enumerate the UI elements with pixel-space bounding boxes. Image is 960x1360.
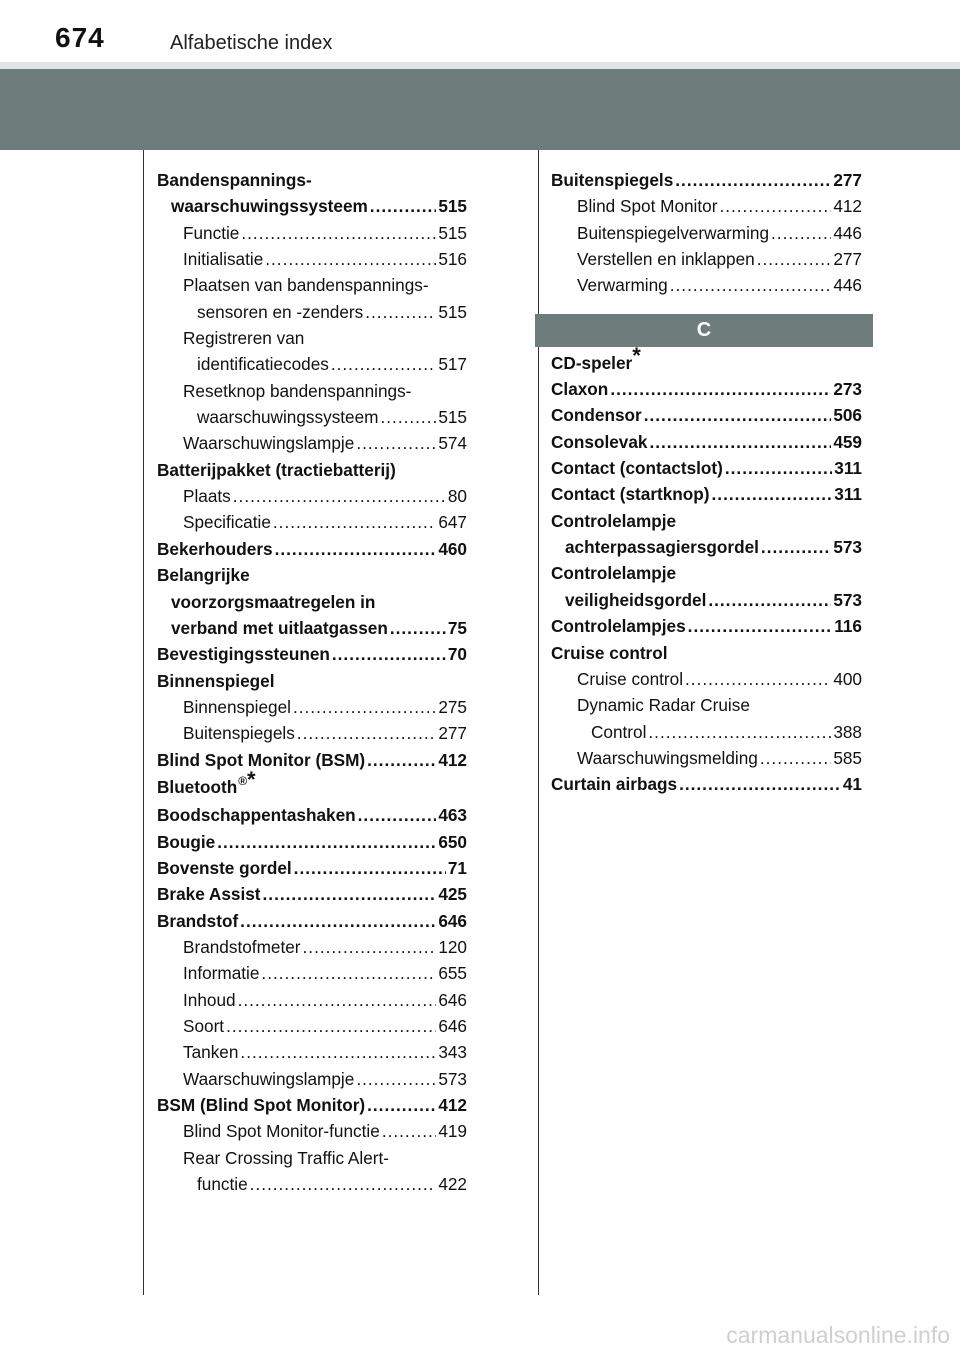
index-entry-text: waarschuwingssysteem [171,196,368,217]
index-entry [157,908,467,934]
dot-leader [719,193,831,219]
dot-leader [381,404,437,430]
index-page-ref: 116 [834,616,862,637]
dot-leader [356,1066,436,1092]
index-entry-text: Contact (startknop) [551,484,710,505]
dot-leader [217,829,436,855]
index-entry [551,587,862,613]
index-entry [157,829,467,855]
index-page-ref: 506 [833,405,862,426]
index-page-ref: 80 [447,486,467,507]
column-rule-left [143,150,144,1295]
dot-leader [644,402,832,428]
dot-leader [760,745,831,771]
index-entry [551,402,862,428]
dot-leader [294,855,446,881]
header-divider [0,62,960,69]
index-entry-text: Bluetooth [157,776,238,797]
index-entry [157,246,467,272]
index-entry [157,457,467,483]
index-page-ref: 277 [833,170,862,190]
index-entry [157,404,467,430]
index-entry-text: Consolevak [551,431,648,452]
index-entry [157,1171,467,1197]
index-column-left [157,167,467,1197]
dot-leader [725,455,832,481]
index-page-ref: 400 [833,668,862,689]
index-entry [157,1013,467,1039]
index-page-ref: 517 [438,354,467,375]
dot-leader [771,220,831,246]
dot-leader [757,246,832,272]
dot-leader [390,615,446,641]
dot-leader [688,613,833,639]
dot-leader [685,666,831,692]
dot-leader [761,534,831,560]
index-page-ref: 650 [438,831,467,852]
index-page-ref: 71 [447,857,467,878]
dot-leader [610,376,831,402]
index-entry [157,747,467,773]
index-entry [157,272,467,298]
index-entry-text: BSM (Blind Spot Monitor) [157,1095,366,1116]
index-entry [551,613,862,639]
index-entry-text: voorzorgsmaatregelen in [171,591,376,612]
index-entry-text: Blind Spot Monitor-functie [183,1121,380,1142]
index-column-right [551,167,862,798]
index-entry [157,509,467,535]
dot-leader [261,960,436,986]
index-entry-text: Buitenspiegelverwarming [577,222,770,243]
index-entry-text: Resetknop bandenspannings- [183,380,412,401]
index-entry [551,666,862,692]
index-entry-text: Rear Crossing Traffic Alert- [183,1147,389,1168]
index-entry-text: veiligheidsgordel [565,589,707,610]
index-entry [157,668,467,694]
index-page-ref: 343 [438,1042,467,1063]
index-entry-text: Plaats [183,486,231,507]
index-page-ref: 460 [438,538,467,559]
index-entry [551,246,862,272]
index-entry [157,378,467,404]
index-entry-text: Plaatsen van bandenspannings- [183,275,429,296]
registered-mark: ® [238,773,248,788]
index-entry-text: Claxon [551,379,609,400]
index-page-ref: 573 [833,589,862,610]
index-entry [157,351,467,377]
index-entry-text: Contact (contactslot) [551,458,723,479]
dot-leader [297,720,437,746]
index-entry [157,220,467,246]
index-page-ref: 425 [438,884,467,905]
dot-leader [241,220,436,246]
index-entry [551,167,862,193]
index-entry [157,483,467,509]
index-entry [157,641,467,667]
index-page-ref: 516 [438,249,467,270]
index-entry-text: Buitenspiegels [551,170,674,190]
index-page-ref: 647 [438,512,467,533]
index-page-ref: 446 [833,275,862,296]
index-page-ref: 459 [833,431,862,452]
index-page-ref: 646 [438,989,467,1010]
dot-leader [240,908,436,934]
index-entry [157,299,467,325]
index-entry [157,694,467,720]
index-entry [551,376,862,402]
dot-leader [265,246,436,272]
page-number: 674 [55,22,105,53]
index-page-ref: 573 [438,1068,467,1089]
index-page-ref: 515 [438,407,467,428]
index-entry [157,960,467,986]
index-entry-text: Tanken [183,1042,239,1063]
watermark: carmanualsonline.info [726,1322,950,1348]
index-page-ref: 419 [438,1121,467,1142]
index-entry [551,481,862,507]
index-entry [157,325,467,351]
index-entry [551,719,862,745]
index-group-c [551,342,862,798]
index-entry-text: Bandenspannings- [157,170,312,190]
dot-leader [367,1092,436,1118]
index-entry-text: Waarschuwingsmelding [577,747,758,768]
index-page-ref: 422 [438,1174,467,1195]
index-page-ref: 273 [833,379,862,400]
index-entry-text: waarschuwingssysteem [197,407,379,428]
index-page-ref: 120 [438,936,467,957]
index-page-ref: 646 [438,910,467,931]
index-entry-text: Cruise control [551,642,668,663]
dot-leader [648,719,831,745]
index-entry-text: Verstellen en inklappen [577,249,755,270]
index-entry [551,771,862,797]
index-page-ref: 311 [834,484,862,505]
index-entry [157,167,467,193]
index-entry-text: Soort [183,1016,225,1036]
index-entry-text: Waarschuwingslampje [183,433,355,454]
index-entry-text: functie [197,1174,248,1195]
index-entry-text: Specificatie [183,512,271,533]
index-page-ref: 515 [438,222,467,243]
index-entry-text: sensoren en -zenders [197,301,364,322]
dot-leader [240,1039,436,1065]
index-entry [551,342,862,376]
index-entry [551,508,862,534]
index-entry-text: Initialisatie [183,249,264,270]
index-entry-text: Bevestigingssteunen [157,644,330,665]
dot-leader [712,481,833,507]
index-entry-text: identificatiecodes [197,354,329,375]
index-page-ref: 412 [438,1095,467,1116]
index-entry [157,855,467,881]
index-entry-text: achterpassagiersgordel [565,537,759,558]
index-page-ref: 573 [833,537,862,558]
index-entry-text: Brake Assist [157,884,261,905]
index-entry-text: Controlelampjes [551,616,686,637]
index-entry [551,193,862,219]
index-page-ref: 311 [834,458,862,479]
dot-leader [250,1171,437,1197]
dot-leader [382,1118,437,1144]
index-entry-text: Bovenste gordel [157,857,292,878]
index-entry-text: Functie [183,222,240,243]
dot-leader [356,430,436,456]
dot-leader [675,167,831,193]
footnote-star: * [247,766,256,792]
header-band [0,69,960,150]
index-entry [157,430,467,456]
index-page-ref: 585 [833,747,862,768]
dot-leader [303,934,437,960]
dot-leader [275,536,437,562]
index-entry [551,455,862,481]
index-page-ref: 75 [447,617,467,638]
index-entry-text: Controlelampje [551,563,677,584]
index-entry [157,1039,467,1065]
index-entry-text: Boodschappentashaken [157,805,356,826]
index-page-ref: 388 [833,721,862,742]
index-entry-text: Registreren van [183,328,305,349]
index-entry [157,536,467,562]
index-entry [157,720,467,746]
index-entry-text: verband met uitlaatgassen [171,617,388,638]
index-page-ref: 275 [438,696,467,717]
footnote-star: * [632,342,641,368]
index-page-ref: 646 [438,1016,467,1036]
dot-leader [708,587,831,613]
index-page-ref: 515 [438,301,467,322]
index-page-ref: 446 [833,222,862,243]
index-entry-text: Batterijpakket (tractiebatterij) [157,459,396,480]
dot-leader [332,641,446,667]
index-entry-text: Dynamic Radar Cruise [577,695,750,716]
index-entry-text: Buitenspiegels [183,723,295,744]
index-entry-text: Condensor [551,405,642,426]
index-entry-text: Belangrijke [157,565,250,586]
index-entry-text: Blind Spot Monitor (BSM) [157,749,366,770]
dot-leader [679,771,841,797]
dot-leader [367,747,436,773]
index-entry [551,640,862,666]
index-entry [157,1092,467,1118]
index-entry [551,560,862,586]
index-entry-text: Curtain airbags [551,774,678,795]
index-entry [157,1066,467,1092]
section-letter-c: C [535,314,873,347]
page-header [0,0,960,62]
index-entry [551,429,862,455]
index-entry-text: Binnenspiegel [157,670,275,691]
index-entry [157,802,467,828]
dot-leader [670,272,832,298]
index-entry [157,1145,467,1171]
dot-leader [331,351,436,377]
index-entry-text: Control [591,721,647,742]
dot-leader [238,987,437,1013]
index-group-b-continued [551,167,862,299]
index-entry-text: Bekerhouders [157,538,273,559]
index-entry-text: Informatie [183,963,260,984]
index-entry-text: Verwarming [577,275,668,296]
header-title: Alfabetische index [170,32,333,54]
index-entry [551,220,862,246]
index-page-ref: 515 [438,196,467,217]
index-page-ref: 277 [833,249,862,270]
index-entry-text: Brandstofmeter [183,936,301,957]
index-page-ref: 655 [438,963,467,984]
dot-leader [273,509,436,535]
index-entry-text: CD-speler [551,352,633,373]
index-entry-text: Inhoud [183,989,236,1010]
index-entry [551,534,862,560]
dot-leader [370,193,437,219]
index-entry-text: Waarschuwingslampje [183,1068,355,1089]
dot-leader [358,802,437,828]
index-page-ref: 41 [842,774,862,795]
index-entry [157,987,467,1013]
index-entry [157,881,467,907]
index-entry-text: Binnenspiegel [183,696,291,717]
index-page-ref: 277 [438,723,467,744]
index-entry [157,934,467,960]
index-entry [157,766,467,802]
index-page-ref: 70 [447,644,467,665]
index-entry [157,589,467,615]
dot-leader [365,299,436,325]
dot-leader [226,1013,436,1039]
index-entry [551,272,862,298]
dot-leader [233,483,446,509]
index-entry [157,1118,467,1144]
index-entry-text: Blind Spot Monitor [577,196,718,217]
dot-leader [649,429,831,455]
index-entry [157,562,467,588]
index-page-ref: 463 [438,805,467,826]
index-entry [551,745,862,771]
index-entry [157,193,467,219]
index-entry [157,615,467,641]
index-page-ref: 574 [438,433,467,454]
dot-leader [263,881,437,907]
index-entry-text: Brandstof [157,910,239,931]
index-page-ref: 412 [833,196,862,217]
index-entry-text: Bougie [157,831,216,852]
index-page-ref: 412 [438,749,467,770]
index-entry [551,692,862,718]
dot-leader [293,694,436,720]
index-entry-text: Cruise control [577,668,684,689]
index-entry-text: Controlelampje [551,510,677,531]
